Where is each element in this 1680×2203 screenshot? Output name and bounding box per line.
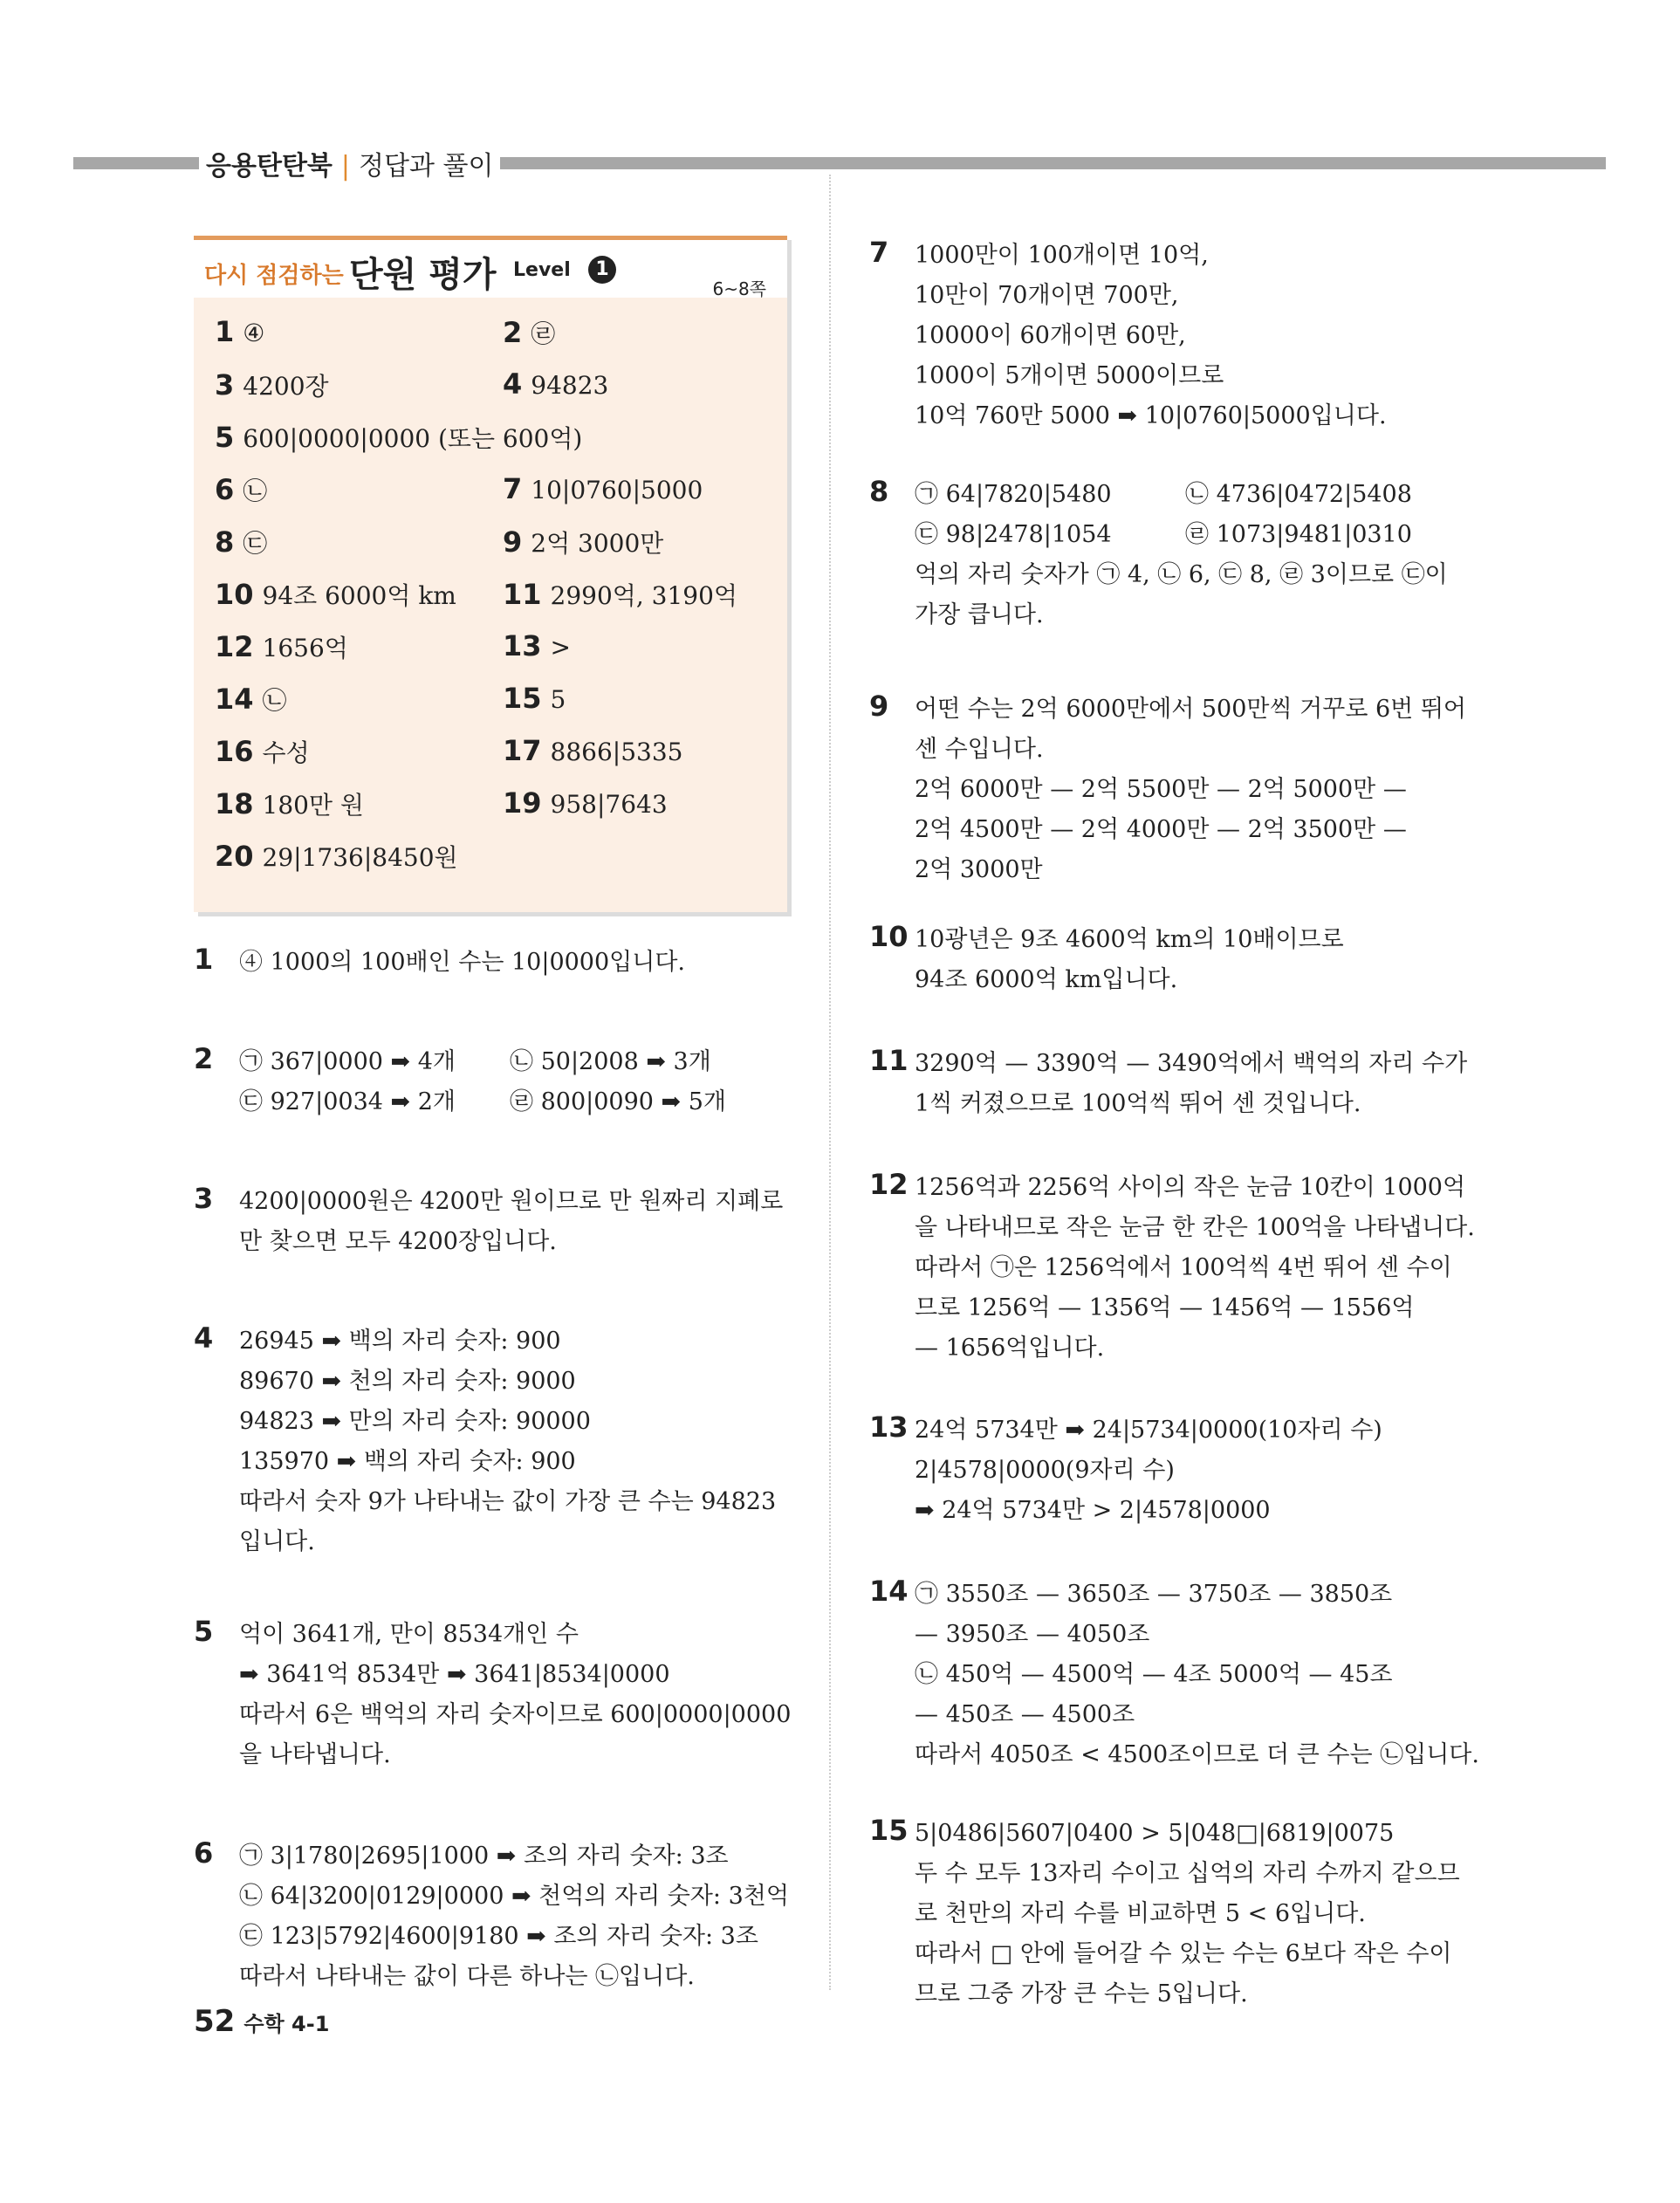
answer-item [503,525,663,559]
answer-number: 14 [215,683,254,716]
solution-line: ➡ 3641억 8534만 ➡ 3641|8534|0000 [239,1661,670,1688]
solution-line: 10만이 70개이면 700만, [915,282,1179,309]
solution-line-part: ㉠ 64|7820|5480 [915,481,1112,508]
solution-line: 135970 ➡ 백의 자리 숫자: 900 [239,1448,576,1475]
column-divider [829,175,831,1990]
solution-item [869,475,1448,635]
answer-row [215,367,773,420]
answer-value: ㉣ [531,319,556,348]
solution-line: 1000이 5개이면 5000이므로 [915,362,1224,389]
solution-number: 7 [869,236,889,269]
solution-line: ➡ 24억 5734만 > 2|4578|0000 [915,1497,1271,1524]
answer-value: 5 [550,685,566,714]
solution-item [869,690,1466,890]
answer-number: 8 [215,525,235,559]
answer-number: 4 [503,367,523,401]
solution-item [869,1410,1382,1531]
solution-line [915,475,1448,515]
solution-number: 5 [194,1615,214,1648]
solution-line: ㉡ 64|3200|0129|0000 ➡ 천억의 자리 숫자: 3천억 [239,1883,789,1910]
solution-line: 4200|0000원은 4200만 원이므로 만 원짜리 지폐로 [239,1188,784,1215]
solution-item [869,920,1344,1000]
solution-line: 므로 그중 가장 큰 수는 5입니다. [915,1980,1248,2007]
answer-item [215,786,364,821]
solution-line: 24억 5734만 ➡ 24|5734|0000(10자리 수) [915,1417,1382,1444]
answer-number: 5 [215,421,235,454]
solution-number: 11 [869,1044,909,1077]
solution-line: — 450조 — 4500조 [915,1701,1135,1728]
answer-value: 2990억, 3190억 [550,581,737,610]
solution-line: 2|4578|0000(9자리 수) [915,1457,1175,1484]
solution-body [239,1042,726,1122]
answer-item [503,577,737,612]
answer-number: 19 [503,786,542,820]
solution-line: 89670 ➡ 천의 자리 숫자: 9000 [239,1368,576,1395]
solution-line-part: ㉠ 367|0000 ➡ 4개 [239,1048,456,1075]
header-brand: 응용탄탄북 [206,151,333,182]
solution-body [915,1410,1382,1531]
answer-value: ㉡ [243,477,268,505]
solution-line: 억의 자리 숫자가 ㉠ 4, ㉡ 6, ㉢ 8, ㉣ 3이므로 ㉢이 [915,561,1448,588]
answer-item [215,734,310,769]
solution-number: 12 [869,1168,909,1201]
solution-line: ㉠ 3550조 — 3650조 — 3750조 — 3850조 [915,1581,1393,1608]
solution-number: 13 [869,1410,909,1444]
solution-line: 따라서 숫자 9가 나타내는 값이 가장 큰 수는 94823 [239,1488,777,1515]
header-text [199,144,500,182]
answer-item [503,629,571,662]
unit-test-answer-box [194,236,787,912]
answer-item [503,472,703,505]
answer-row [215,472,773,525]
solution-line: 므로 1256억 — 1356억 — 1456억 — 1556억 [915,1294,1415,1321]
answer-box-title [194,240,787,298]
solution-item [194,1321,776,1562]
answer-number: 16 [215,735,254,768]
solution-body [915,236,1387,436]
level-label: Level [513,259,571,281]
solution-body [239,1615,791,1775]
solution-line: 3290억 — 3390억 — 3490억에서 백억의 자리 수가 [915,1050,1468,1077]
solution-line-part: ㉣ 800|0090 ➡ 5개 [510,1088,726,1115]
level-number-badge: 1 [588,256,616,284]
answer-row [215,525,773,577]
solution-line-part: ㉢ 98|2478|1054 [915,521,1112,548]
solution-line: 2억 4500만 — 2억 4000만 — 2억 3500만 — [915,816,1407,843]
solution-number: 10 [869,920,909,953]
solution-line: 따라서 4050조 < 4500조이므로 더 큰 수는 ㉡입니다. [915,1741,1479,1768]
answer-number: 3 [215,368,235,401]
solution-number: 3 [194,1182,214,1215]
solution-line: 2억 6000만 — 2억 5500만 — 2억 5000만 — [915,776,1407,803]
answer-number: 15 [503,682,542,715]
solution-item [194,1182,783,1262]
answer-item [215,839,458,874]
page-footer [194,2004,329,2039]
answer-number: 11 [503,578,542,611]
solution-line: 따라서 □ 안에 들어갈 수 있는 수는 6보다 작은 수이 [915,1940,1452,1967]
answer-item [215,682,287,717]
solution-body [915,1814,1460,2014]
answer-value: 958|7643 [550,790,668,819]
title-main: 단원 평가 [349,255,497,295]
solution-body [239,1836,789,1997]
solution-line: — 1656억입니다. [915,1335,1105,1362]
solution-line: ㉡ 450억 — 4500억 — 4조 5000억 — 45조 [915,1661,1393,1688]
solution-body [915,1168,1475,1369]
answer-item [503,367,608,401]
solution-item [194,943,685,983]
solution-body [915,1575,1479,1775]
header-separator: | [340,151,351,182]
answer-number: 17 [503,734,542,767]
answer-value: 94823 [531,371,609,400]
solution-line: 5|0486|5607|0400 > 5|048□|6819|0075 [915,1820,1395,1847]
answer-number: 2 [503,316,523,349]
solution-line: 을 나타내므로 작은 눈금 한 칸은 100억을 나타냅니다. [915,1214,1475,1241]
solution-number: 4 [194,1321,214,1355]
solution-item [869,1044,1467,1124]
solution-line: 따라서 나타내는 값이 다른 하나는 ㉡입니다. [239,1963,695,1990]
header-bar-left [73,157,199,169]
solution-line: 10억 760만 5000 ➡ 10|0760|5000입니다. [915,402,1387,429]
answer-row [215,839,773,891]
solution-body [915,920,1344,1000]
answer-row [215,734,773,786]
solution-line: — 3950조 — 4050조 [915,1621,1150,1648]
answer-value: 1656억 [262,634,348,662]
solution-line: 만 찾으면 모두 4200장입니다. [239,1228,557,1255]
solution-item [869,1575,1479,1775]
answer-value: 180만 원 [262,791,364,820]
answer-value: 10|0760|5000 [531,476,703,504]
answer-number: 9 [503,525,523,559]
solution-body [239,1182,783,1262]
answer-item [503,682,566,715]
solution-line: ㉢ 123|5792|4600|9180 ➡ 조의 자리 숫자: 3조 [239,1923,758,1950]
solution-line: 94조 6000억 km입니다. [915,966,1178,993]
title-prefix: 다시 점검하는 [204,263,344,289]
answer-value: 수성 [262,738,310,767]
solution-line-part: ㉡ 50|2008 ➡ 3개 [510,1048,711,1075]
solution-number: 2 [194,1042,214,1075]
answer-row [215,786,773,839]
solution-line-part: ㉣ 1073|9481|0310 [1185,521,1412,548]
solution-line: 94823 ➡ 만의 자리 숫자: 90000 [239,1408,591,1435]
solution-body [239,1321,776,1562]
solution-item [869,236,1387,436]
answer-grid [215,315,773,891]
answer-number: 10 [215,578,254,611]
solution-number: 1 [194,943,214,976]
page-number: 52 [194,2004,236,2039]
solution-line: 26945 ➡ 백의 자리 숫자: 900 [239,1328,561,1355]
book-name: 수학 4-1 [243,2012,330,2036]
solution-line: 입니다. [239,1528,315,1555]
solution-number: 9 [869,690,889,723]
answer-number: 1 [215,315,235,348]
answer-row [215,420,773,472]
answer-item [215,525,267,559]
solution-line: 두 수 모두 13자리 수이고 십억의 자리 수까지 같으므 [915,1860,1460,1887]
solution-line-part: ㉡ 4736|0472|5408 [1185,481,1412,508]
solution-item [194,1042,726,1122]
solution-line: ㉠ 3|1780|2695|1000 ➡ 조의 자리 숫자: 3조 [239,1843,729,1870]
solution-line [239,1042,726,1082]
answer-number: 12 [215,630,254,663]
solution-item [194,1615,791,1775]
answer-number: 6 [215,473,235,506]
answer-value: ㉡ [262,686,287,715]
solution-line: 센 수입니다. [915,736,1044,763]
answer-number: 18 [215,787,254,820]
solution-line: 따라서 6은 백억의 자리 숫자이므로 600|0000|0000 [239,1701,792,1728]
solution-line: 2억 3000만 [915,856,1043,883]
solution-line: 10광년은 9조 4600억 km의 10배이므로 [915,926,1344,953]
answer-number: 13 [503,629,542,662]
solution-line [915,515,1448,555]
solution-number: 6 [194,1836,214,1870]
answer-value: 600|0000|0000 (또는 600억) [243,424,583,453]
answer-value: ④ [243,319,265,347]
answer-item [503,734,682,767]
solution-line [239,1082,726,1122]
solution-number: 14 [869,1575,909,1608]
solution-item [869,1168,1475,1369]
solution-line: 가장 큽니다. [915,601,1044,628]
answer-row [215,577,773,629]
solution-line: 10000이 60개이면 60만, [915,322,1186,349]
solution-item [869,1814,1460,2014]
solution-line: 따라서 ㉠은 1256억에서 100억씩 4번 뛰어 센 수이 [915,1254,1452,1281]
header-bar-right [500,157,1606,169]
solution-line: 1256억과 2256억 사이의 작은 눈금 10칸이 1000억 [915,1174,1466,1201]
page-range: 6~8쪽 [712,278,766,299]
solution-line: 로 천만의 자리 수를 비교하면 5 < 6입니다. [915,1900,1366,1927]
solution-number: 8 [869,475,889,508]
answer-row [215,682,773,734]
solution-body [239,943,685,983]
solution-line: 을 나타냅니다. [239,1741,391,1768]
solution-line: 1000만이 100개이면 10억, [915,242,1209,269]
solution-body [915,690,1466,890]
answer-value: 29|1736|8450원 [262,843,458,872]
page-header [73,147,1606,180]
answer-number: 7 [503,472,523,505]
solution-line: 어떤 수는 2억 6000만에서 500만씩 거꾸로 6번 뛰어 [915,696,1466,723]
answer-value: 94조 6000억 km [262,581,456,610]
solution-line: 억이 3641개, 만이 8534개인 수 [239,1621,579,1648]
solution-item [194,1836,789,1997]
solution-body [915,1044,1467,1124]
answer-value: 8866|5335 [550,738,683,766]
solution-body [915,475,1448,635]
answer-item [215,420,582,455]
answer-number: 20 [215,840,254,873]
solution-line-part: ㉢ 927|0034 ➡ 2개 [239,1088,456,1115]
answer-item [215,367,329,402]
answer-item [215,577,456,612]
answer-item [503,786,668,820]
answer-value: ㉢ [243,529,268,558]
answer-item [215,472,267,507]
answer-value: 4200장 [243,372,329,401]
answer-row [215,629,773,682]
header-section: 정답과 풀이 [359,151,494,182]
answer-item [215,629,348,664]
answer-value: > [550,633,571,662]
answer-item [215,315,264,348]
solution-line: 1씩 커졌으므로 100억씩 뛰어 센 것입니다. [915,1090,1361,1117]
answer-value: 2억 3000만 [531,529,664,558]
solution-line: ④ 1000의 100배인 수는 10|0000입니다. [239,949,685,976]
solution-number: 15 [869,1814,909,1847]
answer-row [215,315,773,367]
answer-item [503,315,555,350]
